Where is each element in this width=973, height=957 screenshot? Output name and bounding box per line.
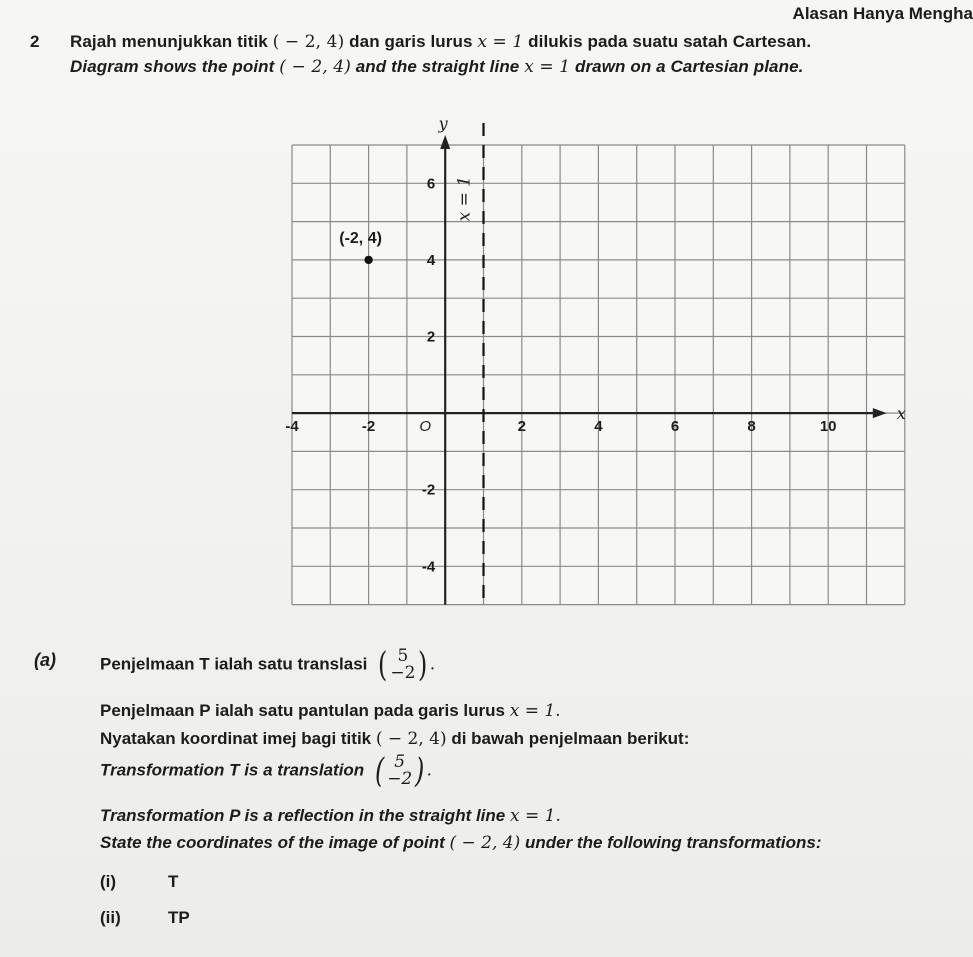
point-coordinate: ( − 2, 4)	[272, 32, 345, 52]
y-tick-label: 2	[426, 328, 436, 346]
cartesian-plane-svg	[270, 105, 930, 615]
vector-bottom: −2	[390, 663, 416, 683]
y-axis-arrow	[440, 135, 450, 149]
sub-question-ii-text: TP	[168, 908, 190, 927]
section-title: Alasan Hanya Mengha	[792, 4, 973, 23]
point-coordinate: ( − 2, 4)	[279, 57, 351, 77]
x-axis-label: x	[896, 404, 906, 424]
x-tick-label: 8	[747, 418, 756, 436]
question-malay-text: Rajah menunjukkan titik ( − 2, 4) dan garis lurus x = 1 dilukis pada suatu satah Cartesan.	[70, 32, 812, 52]
x-tick-label: -4	[285, 418, 299, 436]
y-tick-label: 4	[426, 251, 436, 269]
point-label: (-2, 4)	[339, 229, 382, 247]
vector-top: 5	[394, 752, 406, 772]
sub-question-ii-label: (ii)	[100, 908, 121, 927]
part-a-english-line-3: State the coordinates of the image of point ( − 2, 4) under the following transformations:	[100, 833, 822, 853]
point-coordinate: ( − 2, 4)	[375, 729, 447, 749]
y-tick-label: 6	[426, 175, 436, 193]
translation-vector: ( 5 −2 )	[378, 645, 428, 685]
question-english-text: Diagram shows the point ( − 2, 4) and the straight line x = 1 drawn on a Cartesian plane.	[70, 57, 804, 77]
line-equation: x = 1	[509, 806, 556, 826]
part-a-english-line-1: Transformation T is a translation ( 5 −2 ) .	[100, 751, 432, 791]
line-equation: x = 1	[524, 57, 571, 77]
y-tick-label: -4	[421, 558, 436, 576]
sub-question-i-text: T	[168, 872, 179, 891]
y-axis-label: y	[438, 114, 448, 133]
origin-label: O	[419, 418, 432, 436]
y-tick-label: -2	[421, 481, 436, 499]
translation-vector: ( 5 −2 )	[374, 751, 425, 791]
cartesian-plane-diagram	[270, 105, 930, 615]
x-tick-label: 10	[819, 418, 837, 436]
part-a-english-line-2: Transformation P is a reflection in the straight line x = 1.	[100, 806, 561, 826]
question-number: 2	[30, 32, 40, 51]
sub-question-i-label: (i)	[100, 872, 117, 891]
line-equation: x = 1	[477, 32, 524, 52]
x-tick-label: 2	[517, 418, 526, 436]
line-equation: x = 1	[509, 701, 556, 721]
x-tick-label: -2	[361, 418, 376, 436]
part-a-malay-line-1: Penjelmaan T ialah satu translasi ( 5 −2 ) .	[100, 645, 436, 685]
point-marker	[364, 256, 372, 264]
vector-top: 5	[397, 646, 409, 666]
line-label: x = 1	[454, 175, 475, 222]
part-a-malay-line-3: Nyatakan koordinat imej bagi titik ( − 2, 4) di bawah penjelmaan berikut:	[100, 729, 690, 749]
part-a-malay-line-2: Penjelmaan P ialah satu pantulan pada garis lurus x = 1.	[100, 701, 561, 721]
section-header	[793, 4, 973, 24]
vector-bottom: −2	[387, 769, 413, 789]
part-a-label: (a)	[34, 650, 56, 670]
x-tick-label: 6	[670, 418, 680, 436]
point-coordinate: ( − 2, 4)	[449, 833, 521, 853]
x-tick-label: 4	[594, 418, 603, 436]
